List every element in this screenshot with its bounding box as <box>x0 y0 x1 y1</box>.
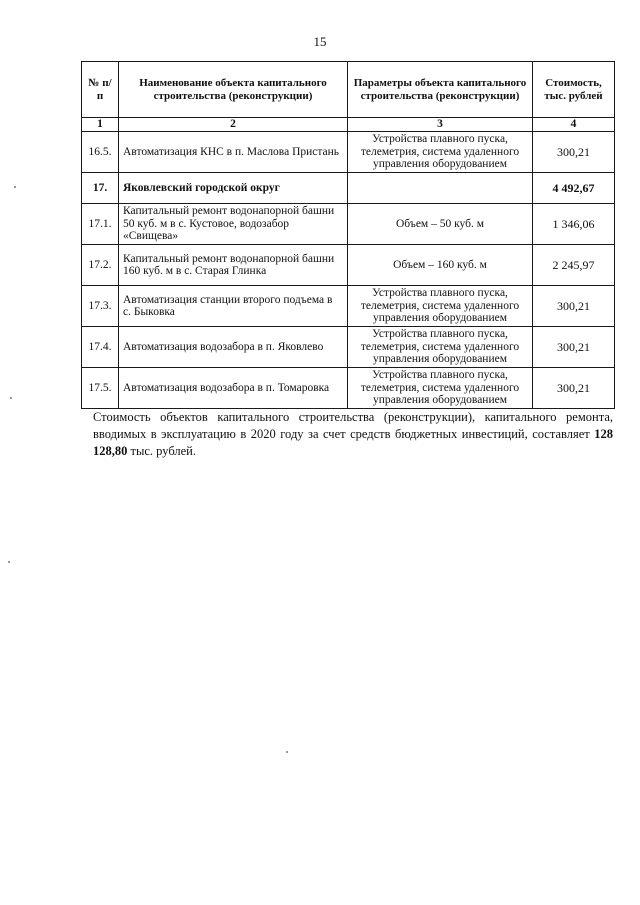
row-params: Устройства плавного пуска, телеметрия, система удаленного управления оборудованием <box>348 368 533 409</box>
table-header-row <box>82 62 615 118</box>
row-params: Устройства плавного пуска, телеметрия, система удаленного управления оборудованием <box>348 132 533 173</box>
column-number: 4 <box>533 118 615 132</box>
row-params: Устройства плавного пуска, телеметрия, система удаленного управления оборудованием <box>348 286 533 327</box>
summary-text: Стоимость объектов капитального строительства (реконструкции), капитального ремонта, вводимых в эксплуатацию в 2020 году за счет средств бюджетных инвестиций, составляет <box>93 410 613 441</box>
header-name: Наименование объекта капитального строительства (реконструкции) <box>119 62 348 118</box>
scan-speck <box>10 397 12 399</box>
row-num: 17.4. <box>82 327 119 368</box>
row-name: Автоматизация водозабора в п. Томаровка <box>119 368 348 409</box>
row-params: Объем – 50 куб. м <box>348 204 533 245</box>
column-number: 3 <box>348 118 533 132</box>
row-num: 17.5. <box>82 368 119 409</box>
table-row <box>82 245 615 286</box>
row-num: 16.5. <box>82 132 119 173</box>
row-cost: 300,21 <box>533 286 615 327</box>
row-cost: 4 492,67 <box>533 173 615 204</box>
table-row <box>82 368 615 409</box>
row-params: Объем – 160 куб. м <box>348 245 533 286</box>
column-number: 2 <box>119 118 348 132</box>
column-numbers-row <box>82 118 615 132</box>
row-name: Капитальный ремонт водонапорной башни 50 куб. м в с. Кустовое, водозабор «Свищева» <box>119 204 348 245</box>
header-num: № п/п <box>82 62 119 118</box>
table-row <box>82 204 615 245</box>
row-num: 17.2. <box>82 245 119 286</box>
row-params: Устройства плавного пуска, телеметрия, система удаленного управления оборудованием <box>348 327 533 368</box>
summary-paragraph <box>93 409 613 460</box>
summary-unit: тыс. рублей. <box>127 444 196 458</box>
row-name: Яковлевский городской округ <box>119 173 348 204</box>
row-num: 17. <box>82 173 119 204</box>
row-cost: 2 245,97 <box>533 245 615 286</box>
cost-table <box>81 61 615 409</box>
table-row <box>82 327 615 368</box>
row-name: Автоматизация водозабора в п. Яковлево <box>119 327 348 368</box>
header-params: Параметры объекта капитального строительства (реконструкции) <box>348 62 533 118</box>
column-number: 1 <box>82 118 119 132</box>
row-cost: 300,21 <box>533 327 615 368</box>
row-num: 17.1. <box>82 204 119 245</box>
scan-speck <box>8 561 10 563</box>
row-name: Автоматизация станции второго подъема в с. Быковка <box>119 286 348 327</box>
table-row-group <box>82 173 615 204</box>
row-cost: 1 346,06 <box>533 204 615 245</box>
row-cost: 300,21 <box>533 132 615 173</box>
table-row <box>82 286 615 327</box>
scan-speck <box>286 751 288 753</box>
row-num: 17.3. <box>82 286 119 327</box>
row-name: Капитальный ремонт водонапорной башни 160 куб. м в с. Старая Глинка <box>119 245 348 286</box>
page-number: 15 <box>313 34 327 49</box>
summary-amount: 128 128,80 <box>93 427 613 458</box>
row-name: Автоматизация КНС в п. Маслова Пристань <box>119 132 348 173</box>
row-cost: 300,21 <box>533 368 615 409</box>
row-params <box>348 173 533 204</box>
table-row <box>82 132 615 173</box>
header-cost: Стоимость, тыс. рублей <box>533 62 615 118</box>
scan-speck <box>14 186 16 188</box>
